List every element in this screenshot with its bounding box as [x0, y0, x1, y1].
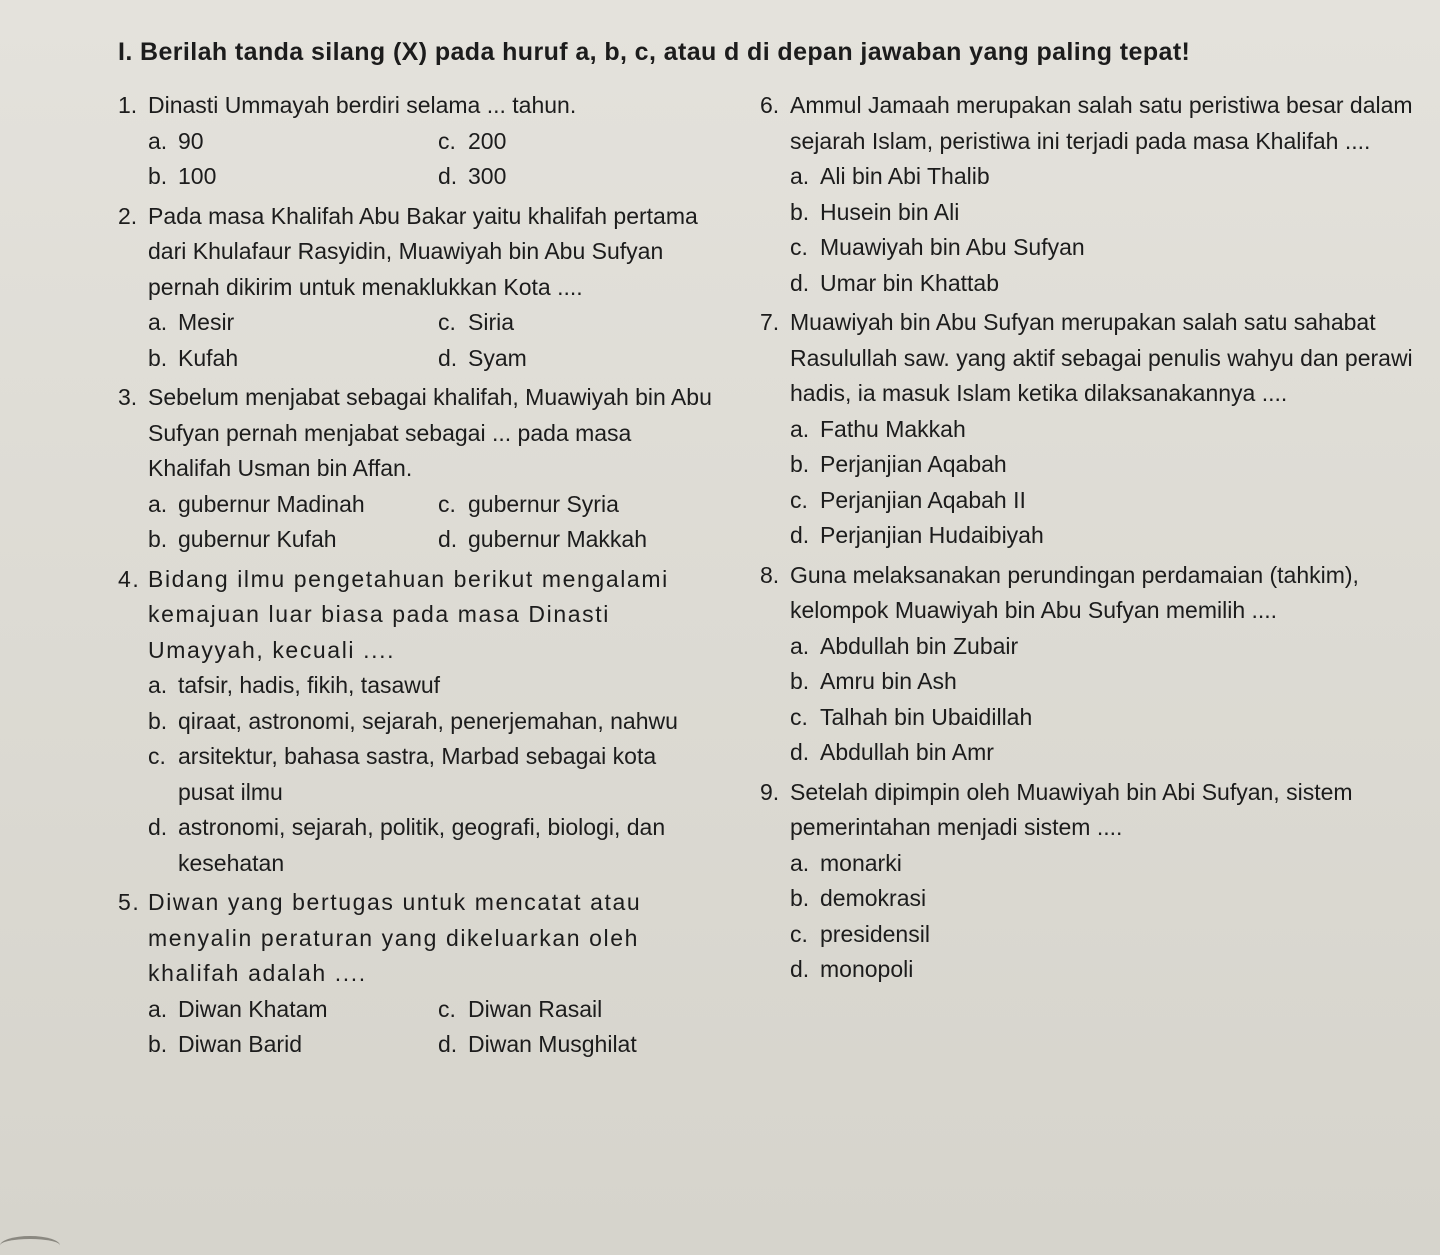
question-stem: Ammul Jamaah merupakan salah satu peristiwa besar dalam sejarah Islam, peristiwa ini terjadi pada masa Khalifah .... [790, 92, 1413, 154]
option-a[interactable]: a. Diwan Khatam [148, 995, 328, 1022]
option-d[interactable]: d. 300 [438, 163, 507, 189]
option-b[interactable]: b. Diwan Barid [148, 1031, 302, 1057]
question-6 [760, 88, 1430, 301]
question-number: 8. [760, 561, 780, 588]
page-corner-mark [0, 1236, 60, 1255]
option-b[interactable]: b. demokrasi [790, 885, 927, 911]
option-a[interactable]: a. Fathu Makkah [790, 415, 966, 442]
option-c[interactable]: c. Muawiyah bin Abu Sufyan [790, 234, 1085, 260]
option-a[interactable]: a. Abdullah bin Zubair [790, 632, 1019, 659]
question-stem: Muawiyah bin Abu Sufyan merupakan salah satu sahabat Rasulullah saw. yang aktif sebagai penulis wahyu dan perawi hadis, ia masuk Islam ketika dilaksanakannya .... [790, 309, 1413, 406]
question-number: 9. [760, 778, 780, 805]
option-a[interactable]: a. gubernur Madinah [148, 490, 365, 517]
option-b[interactable]: b. 100 [148, 163, 217, 189]
option-d[interactable]: d. Diwan Musghilat [438, 1031, 637, 1057]
option-c[interactable]: c. Perjanjian Aqabah II [790, 486, 1026, 513]
option-d[interactable]: d. Syam [438, 344, 527, 371]
option-c[interactable]: c. Siria [438, 309, 515, 335]
option-a[interactable]: a. Mesir [148, 309, 235, 335]
option-a[interactable]: a. tafsir, hadis, fikih, tasawuf [148, 672, 441, 698]
question-2 [118, 199, 718, 377]
options [118, 668, 718, 881]
option-d[interactable]: d. monopoli [790, 956, 914, 982]
option-d[interactable]: d. gubernur Makkah [438, 526, 647, 552]
question-stem: Setelah dipimpin oleh Muawiyah bin Abi Sufyan, sistem pemerintahan menjadi sistem .... [790, 778, 1353, 840]
question-stem: Guna melaksanakan perundingan perdamaian (tahkim), kelompok Muawiyah bin Abu Sufyan memilih .... [790, 561, 1359, 623]
question-9 [760, 775, 1430, 988]
option-c[interactable]: c. arsitektur, bahasa sastra, Marbad sebagai kota pusat ilmu [148, 743, 657, 805]
question-1 [118, 88, 718, 195]
question-number: 3. [118, 384, 138, 410]
question-number: 1. [118, 92, 138, 118]
question-4 [118, 562, 718, 882]
question-number: 2. [118, 202, 138, 229]
options [118, 992, 718, 1063]
option-a[interactable]: a. Ali bin Abi Thalib [790, 163, 990, 189]
option-d[interactable]: d. Perjanjian Hudaibiyah [790, 522, 1044, 548]
left-column [118, 88, 718, 1063]
option-b[interactable]: b. Kufah [148, 344, 239, 371]
question-number: 7. [760, 309, 780, 335]
option-c[interactable]: c. presidensil [790, 920, 930, 947]
option-d[interactable]: d. astronomi, sejarah, politik, geografi, biologi, dan kesehatan [148, 814, 666, 876]
question-5 [118, 885, 718, 1063]
question-number: 5. [118, 889, 141, 915]
options [118, 487, 718, 558]
option-a[interactable]: a. 90 [148, 127, 204, 154]
option-c[interactable]: c. gubernur Syria [438, 490, 619, 517]
question-stem: Bidang ilmu pengetahuan berikut mengalami kemajuan luar biasa pada masa Dinasti Umayyah, kecuali .... [148, 565, 669, 663]
question-3 [118, 380, 718, 558]
options [760, 629, 1430, 771]
option-d[interactable]: d. Umar bin Khattab [790, 269, 999, 296]
option-b[interactable]: b. qiraat, astronomi, sejarah, penerjemahan, nahwu [148, 707, 678, 734]
option-c[interactable]: c. 200 [438, 127, 507, 154]
question-number: 4. [118, 565, 141, 592]
right-column [760, 88, 1430, 988]
option-c[interactable]: c. Diwan Rasail [438, 995, 603, 1022]
options [760, 412, 1430, 554]
question-stem: Diwan yang bertugas untuk mencatat atau menyalin peraturan yang dikeluarkan oleh khalifah adalah .... [148, 889, 642, 986]
question-number: 6. [760, 92, 780, 118]
options [118, 124, 718, 195]
question-stem: Pada masa Khalifah Abu Bakar yaitu khalifah pertama dari Khulafaur Rasyidin, Muawiyah bin Abu Sufyan pernah dikirim untuk menaklukkan Kota .... [148, 202, 698, 300]
option-b[interactable]: b. Perjanjian Aqabah [790, 451, 1007, 477]
option-b[interactable]: b. Husein bin Ali [790, 198, 960, 225]
options [760, 159, 1430, 301]
option-c[interactable]: c. Talhah bin Ubaidillah [790, 703, 1033, 730]
option-b[interactable]: b. Amru bin Ash [790, 668, 957, 694]
options [760, 846, 1430, 988]
question-8 [760, 558, 1430, 771]
question-stem: Dinasti Ummayah berdiri selama ... tahun. [148, 92, 577, 118]
option-b[interactable]: b. gubernur Kufah [148, 526, 337, 552]
option-a[interactable]: a. monarki [790, 849, 902, 876]
section-heading: I. Berilah tanda silang (X) pada huruf a, b, c, atau d di depan jawaban yang paling tepat! [118, 38, 1191, 66]
option-d[interactable]: d. Abdullah bin Amr [790, 739, 994, 765]
options [118, 305, 718, 376]
question-7 [760, 305, 1430, 554]
question-stem: Sebelum menjabat sebagai khalifah, Muawiyah bin Abu Sufyan pernah menjabat sebagai ... pada masa Khalifah Usman bin Affan. [148, 384, 712, 481]
